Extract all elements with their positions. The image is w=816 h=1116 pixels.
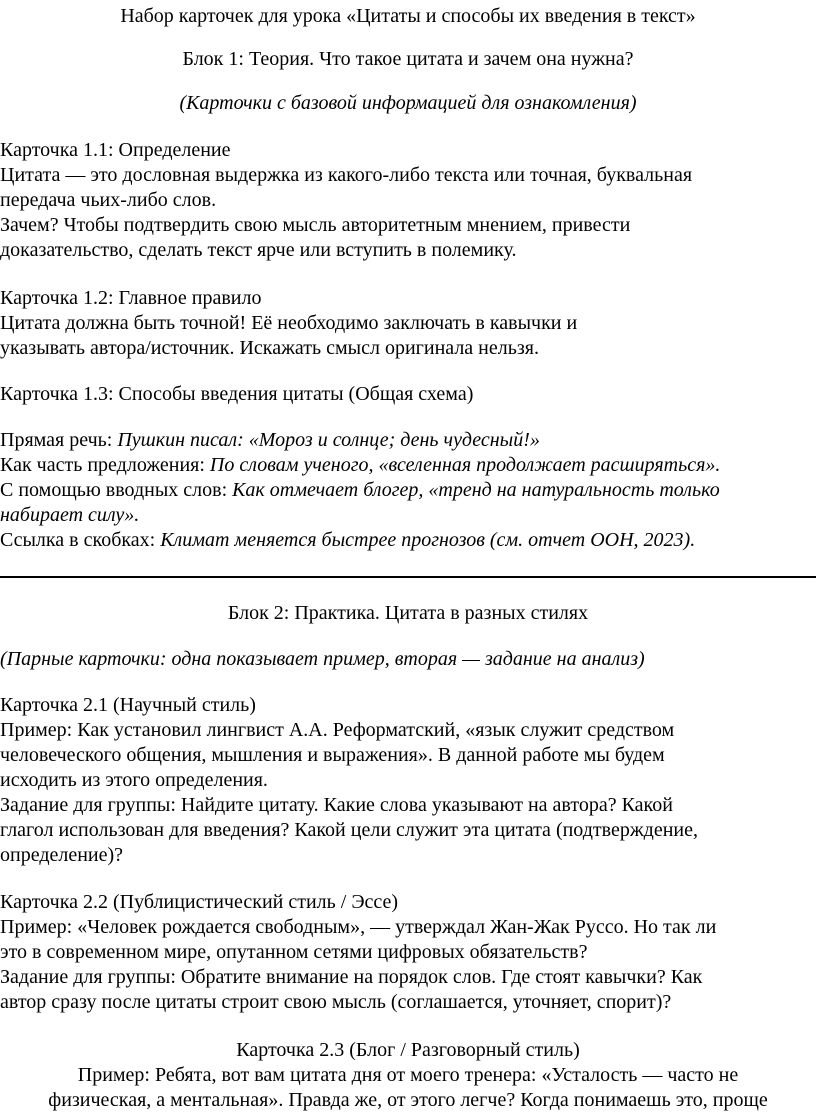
card-1-3-title: Карточка 1.3: Способы введения цитаты (Общая схема): [0, 383, 474, 405]
card-1-2-title: Карточка 1.2: Главное правило: [0, 287, 262, 309]
method-example: Как отмечает блогер, «тренд на натуральность только: [232, 479, 720, 501]
method-example: Климат меняется быстрее прогнозов (см. отчет ООН, 2023).: [160, 529, 696, 551]
section-divider: [0, 576, 816, 578]
card-2-1-text: глагол использован для введения? Какой цели служит эта цитата (подтверждение,: [0, 819, 698, 841]
card-1-2-text: указывать автора/источник. Искажать смысл оригинала нельзя.: [0, 337, 539, 359]
card-2-3-text: Пример: Ребята, вот вам цитата дня от моего тренера: «Усталость — часто не: [77, 1064, 739, 1086]
block1-subtitle: (Карточки с базовой информацией для ознакомления): [179, 92, 637, 114]
method-label: Как часть предложения:: [0, 454, 210, 476]
method-example: По словам ученого, «вселенная продолжает расширяться».: [209, 454, 721, 476]
card-1-1-text: Цитата — это дословная выдержка из какого-либо текста или точная, буквальная: [0, 164, 693, 186]
card-2-1-text: исходить из этого определения.: [0, 769, 268, 791]
quote-method-reference: [0, 528, 695, 553]
block2-heading: Блок 2: Практика. Цитата в разных стилях: [227, 602, 589, 624]
method-example: набирает силу».: [0, 504, 140, 526]
card-2-2-text: Пример: «Человек рождается свободным», — утверждал Жан-Жак Руссо. Но так ли: [0, 916, 717, 938]
quote-method-part: [0, 453, 720, 478]
card-2-3-text: физическая, а ментальная». Правда же, от этого легче? Когда понимаешь это, проще: [48, 1089, 768, 1111]
card-2-2-text: это в современном мире, опутанном сетями цифровых обязательств?: [0, 941, 588, 963]
card-2-2-title: Карточка 2.2 (Публицистический стиль / Эссе): [0, 891, 399, 913]
card-2-2-text: Задание для группы: Обратите внимание на порядок слов. Где стоят кавычки? Как: [0, 966, 703, 988]
card-1-1-text: передача чьих-либо слов.: [0, 189, 217, 211]
card-2-1-text: определение)?: [0, 844, 124, 866]
method-label: С помощью вводных слов:: [0, 479, 233, 501]
quote-method-direct: [0, 428, 540, 453]
card-2-1-text: Задание для группы: Найдите цитату. Какие слова указывают на автора? Какой: [0, 794, 673, 816]
card-2-1-title: Карточка 2.1 (Научный стиль): [0, 694, 256, 716]
card-2-1-text: человеческого общения, мышления и выражения». В данной работе мы будем: [0, 744, 665, 766]
card-2-2-text: автор сразу после цитаты строит свою мысль (соглашается, уточняет, спорит)?: [0, 991, 672, 1013]
quote-method-intro: [0, 478, 720, 503]
method-label: Ссылка в скобках:: [0, 529, 161, 551]
document-title: Набор карточек для урока «Цитаты и способы их введения в текст»: [120, 5, 696, 27]
card-1-1-text: Зачем? Чтобы подтвердить свою мысль авторитетным мнением, привести: [0, 214, 631, 236]
block2-subtitle: (Парные карточки: одна показывает пример, вторая — задание на анализ): [0, 648, 645, 670]
card-1-1-text: доказательство, сделать текст ярче или вступить в полемику.: [0, 239, 517, 261]
card-2-3-title: Карточка 2.3 (Блог / Разговорный стиль): [236, 1039, 580, 1061]
block1-heading: Блок 1: Теория. Что такое цитата и зачем она нужна?: [182, 48, 634, 70]
method-example: Пушкин писал: «Мороз и солнце; день чудесный!»: [117, 429, 540, 451]
card-2-1-text: Пример: Как установил лингвист А.А. Реформатский, «язык служит средством: [0, 719, 675, 741]
card-1-2-text: Цитата должна быть точной! Её необходимо заключать в кавычки и: [0, 312, 578, 334]
method-label: Прямая речь:: [0, 429, 118, 451]
card-1-1-title: Карточка 1.1: Определение: [0, 139, 231, 161]
